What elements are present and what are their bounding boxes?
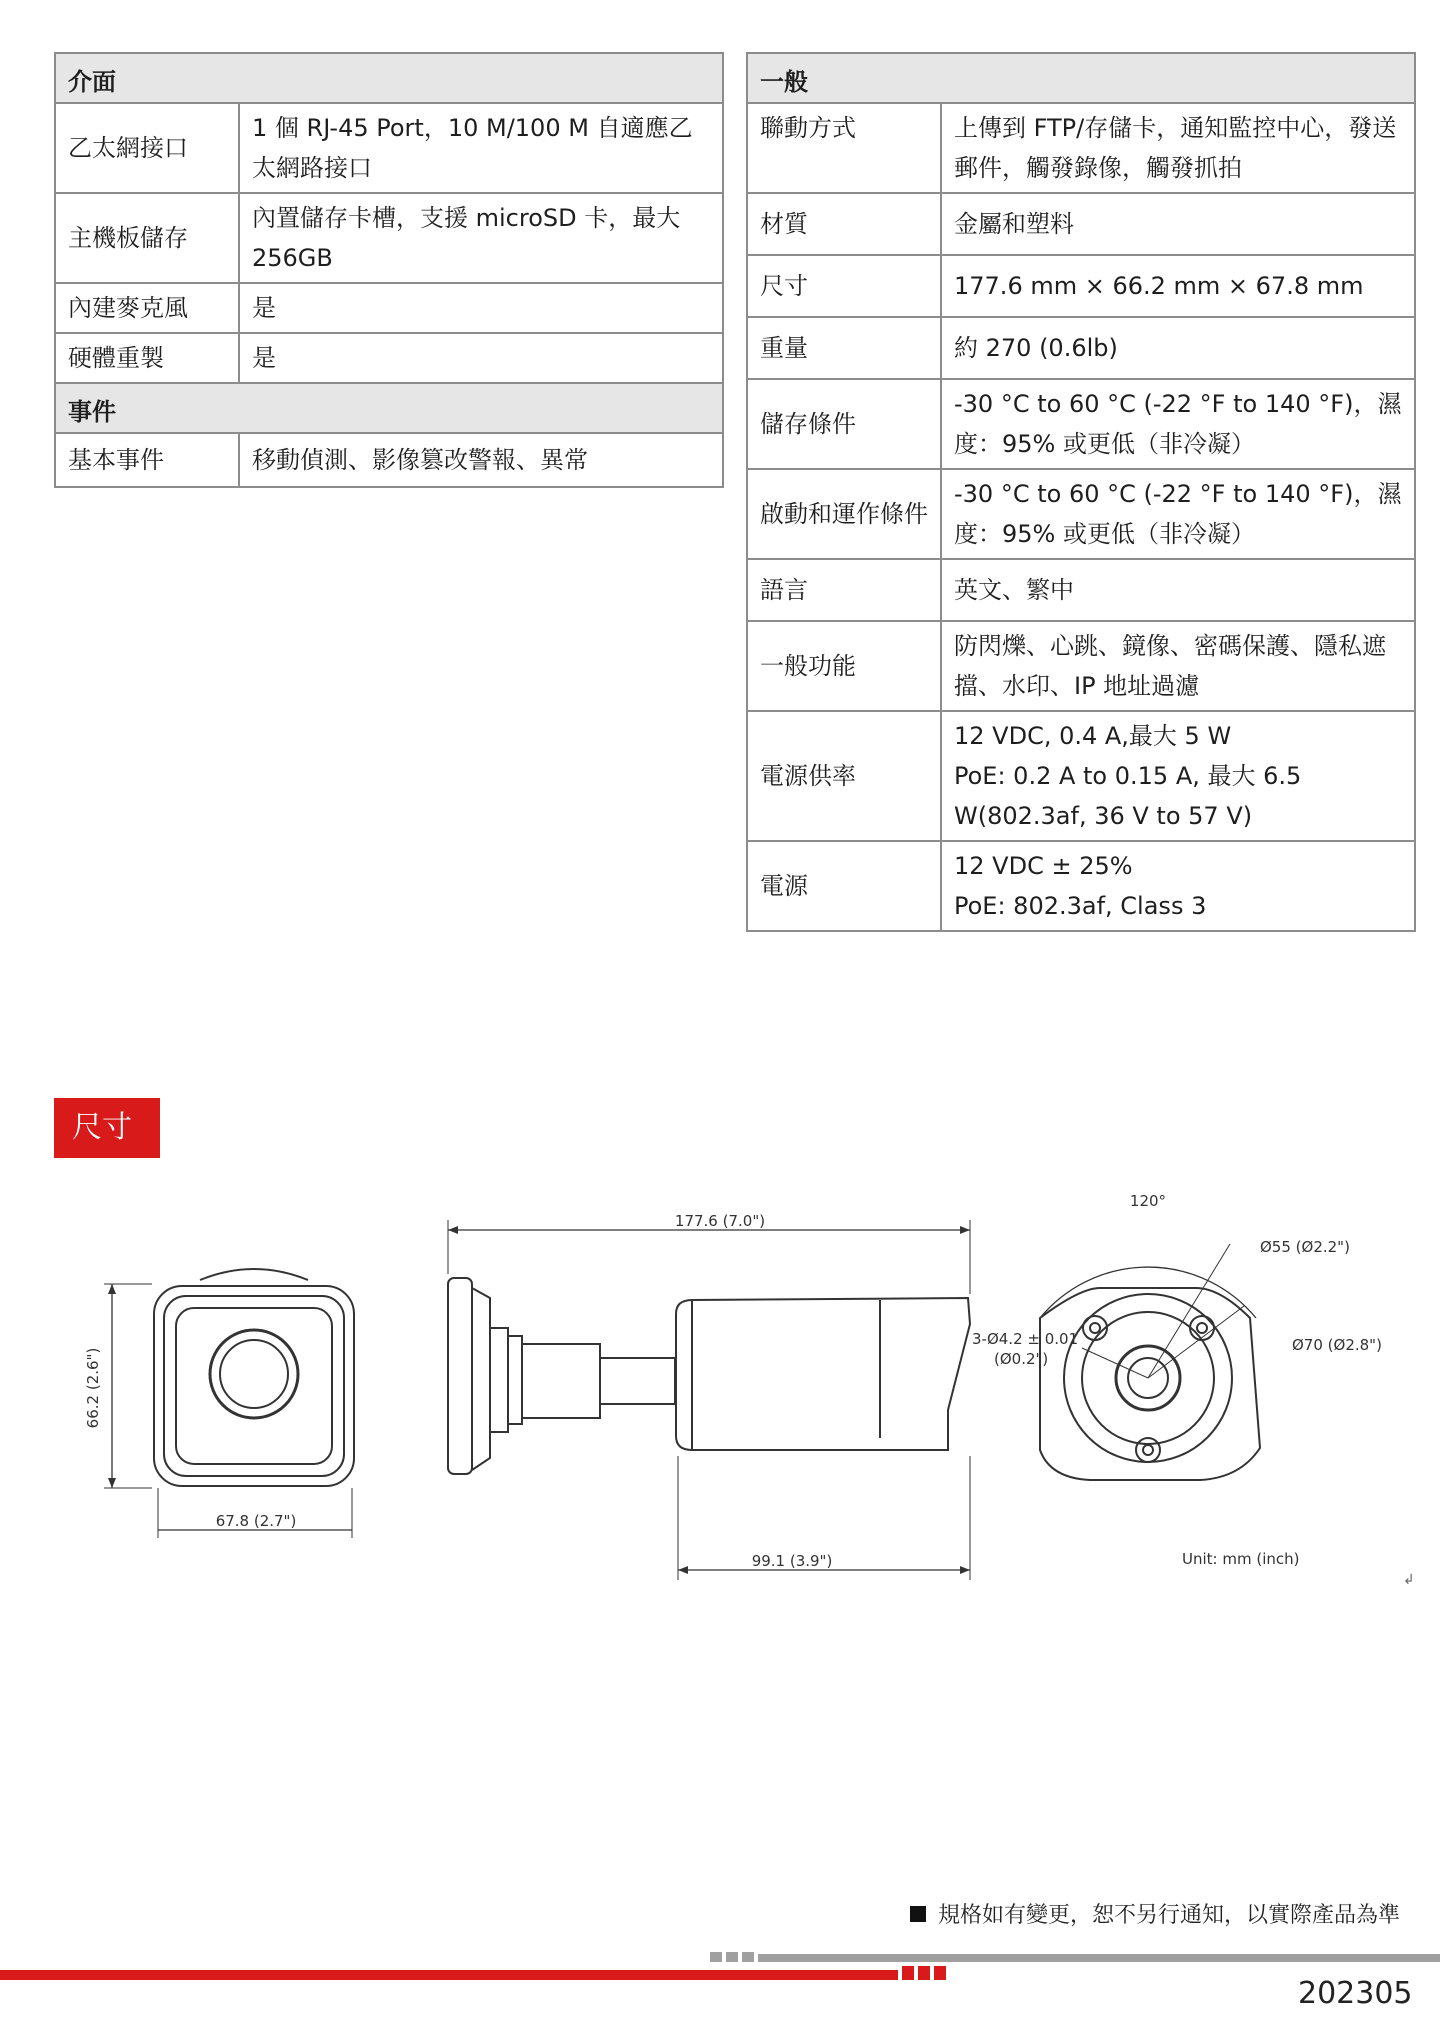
front-view: [154, 1269, 354, 1486]
row-label: 主機板儲存: [55, 193, 239, 283]
row-label: 聯動方式: [747, 103, 941, 193]
events-header: 事件: [55, 383, 723, 433]
row-label: 硬體重製: [55, 333, 239, 383]
holes-label: 3-Ø4.2 ± 0.01: [972, 1330, 1079, 1348]
footer-bars: [0, 1950, 1440, 2018]
row-value: 金屬和塑料: [941, 193, 1415, 255]
square-bullet-icon: [910, 1906, 926, 1922]
row-label: 基本事件: [55, 433, 239, 487]
row-value: -30 °C to 60 °C (-22 °F to 140 °F)，濕度：95% 或更低（非冷凝）: [941, 379, 1415, 469]
camera-drawing-svg: [80, 1188, 1420, 1598]
holes-inch-label: (Ø0.2"): [994, 1350, 1049, 1368]
footer-bars-svg: [0, 1950, 1440, 1990]
row-value: 是: [239, 333, 723, 383]
general-spec-table: [746, 52, 1416, 932]
value-line: PoE: 0.2 A to 0.15 A, 最大 6.5 W(802.3af, 36 V to 57 V): [954, 762, 1302, 830]
interface-header: 介面: [55, 53, 723, 103]
height-dimension-label: 66.2 (2.6"): [84, 1347, 102, 1429]
row-value: 防閃爍、心跳、鏡像、密碼保護、隱私遮擋、水印、IP 地址過濾: [941, 621, 1415, 711]
row-label: 語言: [747, 559, 941, 621]
row-label: 一般功能: [747, 621, 941, 711]
row-value: [941, 841, 1415, 931]
row-label: 乙太網接口: [55, 103, 239, 193]
body-length-dimension-label: 99.1 (3.9"): [751, 1552, 833, 1570]
row-value: -30 °C to 60 °C (-22 °F to 140 °F)，濕度：95% 或更低（非冷凝）: [941, 469, 1415, 559]
dimensions-section-title: 尺寸: [54, 1098, 160, 1158]
row-value: 內置儲存卡槽，支援 microSD 卡，最大 256GB: [239, 193, 723, 283]
row-label: 尺寸: [747, 255, 941, 317]
row-value: 177.6 mm × 66.2 mm × 67.8 mm: [941, 255, 1415, 317]
value-line: 12 VDC ± 25%: [954, 852, 1133, 880]
document-date: 202305: [1298, 1976, 1413, 2011]
row-label: 啟動和運作條件: [747, 469, 941, 559]
row-label: 重量: [747, 317, 941, 379]
diameter-55-label: Ø55 (Ø2.2"): [1260, 1238, 1350, 1256]
row-value: 英文、繁中: [941, 559, 1415, 621]
footer-note: [910, 1898, 1400, 1929]
return-mark-icon: ↲: [1403, 1572, 1415, 1588]
angle-label: 120°: [1129, 1192, 1167, 1210]
dimension-drawing: [80, 1188, 1420, 1598]
general-header: 一般: [747, 53, 1415, 103]
row-label: 材質: [747, 193, 941, 255]
row-label: 內建麥克風: [55, 283, 239, 333]
width-dimension-label: 67.8 (2.7"): [215, 1512, 297, 1530]
row-label: 電源: [747, 841, 941, 931]
row-value: 移動偵測、影像篡改警報、異常: [239, 433, 723, 487]
length-dimension-label: 177.6 (7.0"): [674, 1212, 766, 1230]
row-value: [941, 711, 1415, 841]
interface-spec-table: [54, 52, 724, 488]
unit-label: Unit: mm (inch): [1182, 1550, 1300, 1568]
row-value: 是: [239, 283, 723, 333]
row-value: 約 270 (0.6lb): [941, 317, 1415, 379]
footer-note-text: 規格如有變更，恕不另行通知，以實際產品為準: [938, 1903, 1401, 1928]
value-line: PoE: 802.3af, Class 3: [954, 892, 1207, 920]
value-line: 12 VDC, 0.4 A,最大 5 W: [954, 722, 1232, 750]
side-view: [448, 1278, 970, 1474]
row-value: 上傳到 FTP/存儲卡，通知監控中心，發送郵件，觸發錄像，觸發抓拍: [941, 103, 1415, 193]
row-value: 1 個 RJ-45 Port，10 M/100 M 自適應乙太網路接口: [239, 103, 723, 193]
back-view: [1040, 1244, 1260, 1480]
row-label: 電源供率: [747, 711, 941, 841]
row-label: 儲存條件: [747, 379, 941, 469]
diameter-70-label: Ø70 (Ø2.8"): [1292, 1336, 1382, 1354]
